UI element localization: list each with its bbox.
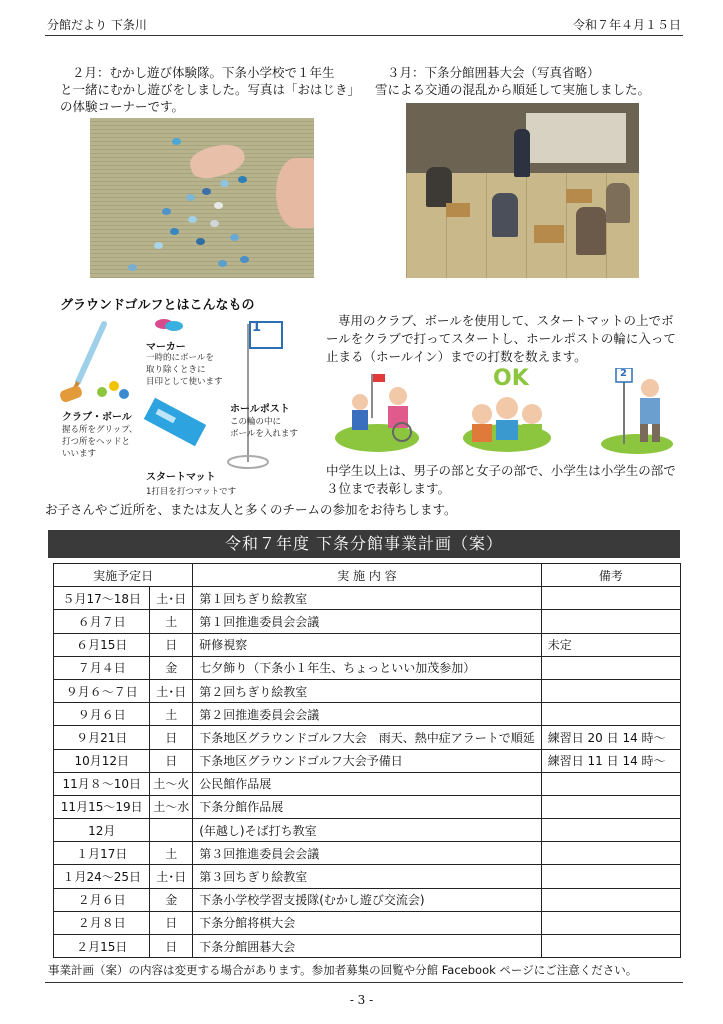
ball-illustration [97, 381, 129, 399]
award-note [326, 462, 682, 498]
ohajiki-piece [210, 220, 219, 227]
row-content: 下条分館将棋大会 [193, 911, 542, 934]
marker-illustration [155, 319, 183, 331]
row-day: 土 [150, 842, 193, 865]
column-header-content: 実 施 内 容 [193, 564, 542, 587]
table-row [54, 610, 681, 633]
groundgolf-description [326, 312, 682, 366]
player-figure [576, 207, 606, 255]
row-day [150, 819, 193, 842]
row-content: 下条地区グラウンドゴルフ大会 雨天、熱中症アラートで順延 [193, 726, 542, 749]
row-content: 第２回ちぎり絵教室 [193, 679, 542, 702]
desc-line: 一時的にボールを [146, 353, 214, 363]
row-day: 土･日 [150, 865, 193, 888]
row-note [541, 935, 680, 958]
player-figure [606, 183, 630, 223]
wheelchair-players-illustration [335, 374, 419, 452]
ohajiki-piece [214, 202, 223, 209]
row-day: 土 [150, 703, 193, 726]
ohajiki-piece [170, 228, 179, 235]
row-content: 研修視察 [193, 633, 542, 656]
row-date: １月24〜25日 [54, 865, 150, 888]
ohajiki-piece [240, 256, 249, 263]
table-row [54, 842, 681, 865]
row-date: ６月15日 [54, 633, 150, 656]
ohajiki-piece [188, 216, 197, 223]
table-row [54, 587, 681, 610]
row-day: 日 [150, 749, 193, 772]
row-note [541, 795, 680, 818]
column-header-date: 実施予定日 [54, 564, 193, 587]
row-day: 土･日 [150, 679, 193, 702]
row-day: 土･日 [150, 587, 193, 610]
row-day: 土 [150, 610, 193, 633]
ohajiki-piece [218, 260, 227, 267]
row-date: ５月17〜18日 [54, 587, 150, 610]
row-content: 第１回ちぎり絵教室 [193, 587, 542, 610]
plan-title-banner: 令和７年度 下条分館事業計画（案） [48, 530, 680, 558]
row-day: 土〜火 [150, 772, 193, 795]
hole-post-description [230, 416, 298, 440]
ok-banner-text: OK [493, 366, 529, 391]
start-mat-illustration [144, 398, 206, 446]
row-note [541, 865, 680, 888]
ohajiki-piece [196, 238, 205, 245]
table-row [54, 633, 681, 656]
row-day: 日 [150, 911, 193, 934]
ohajiki-piece [220, 180, 229, 187]
caption-line: と一緒にむかし遊びをしました。写真は「おはじき」 [60, 82, 361, 97]
row-date: ９月６日 [54, 703, 150, 726]
player-figure [492, 193, 518, 237]
row-note: 練習日 20 日 14 時〜 [541, 726, 680, 749]
ohajiki-piece [186, 194, 195, 201]
ohajiki-photo [90, 118, 314, 278]
go-board [446, 203, 470, 217]
row-day: 日 [150, 726, 193, 749]
row-content: 第３回ちぎり絵教室 [193, 865, 542, 888]
flag-number-2: 2 [620, 368, 627, 379]
hole-post-flag-number: 1 [252, 320, 262, 335]
groundgolf-title: グラウンドゴルフとはこんなもの [60, 298, 255, 313]
start-mat-description: 1打目を打つマットです [146, 487, 237, 497]
desc-line: 中学生以上は、男子の部と女子の部で、小学生は小学生の部で [326, 463, 676, 478]
caption-line: ２月：むかし遊び体験隊。下条小学校で１年生 [72, 65, 335, 80]
club-ball-label: クラブ・ボール [62, 412, 132, 423]
row-content: 第１回推進委員会会議 [193, 610, 542, 633]
ok-group-illustration [463, 397, 551, 452]
row-date: ２月15日 [54, 935, 150, 958]
flag-player-illustration [601, 368, 673, 454]
desc-line: この輪の中に [230, 417, 282, 427]
row-date: ９月６〜７日 [54, 679, 150, 702]
desc-line: ボールを入れます [230, 429, 298, 439]
row-day: 日 [150, 935, 193, 958]
caption-line: 雪による交通の混乱から順延して実施しました。 [375, 82, 651, 97]
table-row [54, 679, 681, 702]
row-content: 公民館作品展 [193, 772, 542, 795]
row-content: 七夕飾り（下条小１年生、ちょっといい加茂参加） [193, 656, 542, 679]
row-date: ２月６日 [54, 888, 150, 911]
ohajiki-piece [128, 264, 137, 271]
row-note [541, 679, 680, 702]
row-note [541, 587, 680, 610]
footer-rule [45, 982, 683, 983]
ohajiki-piece [154, 242, 163, 249]
row-date: ６月７日 [54, 610, 150, 633]
ohajiki-piece [238, 176, 247, 183]
table-row [54, 888, 681, 911]
ohajiki-caption [60, 64, 360, 115]
go-tournament-photo [406, 103, 639, 278]
row-content: 下条小学校学習支援隊(むかし遊び交流会) [193, 888, 542, 911]
table-row [54, 772, 681, 795]
go-tournament-caption [375, 64, 650, 98]
player-figure [426, 167, 452, 207]
row-content: 下条分館囲碁大会 [193, 935, 542, 958]
table-row [54, 703, 681, 726]
row-date: ９月21日 [54, 726, 150, 749]
row-day: 金 [150, 888, 193, 911]
table-row [54, 911, 681, 934]
row-note [541, 656, 680, 679]
ohajiki-piece [162, 208, 171, 215]
desc-line: いいます [62, 449, 97, 459]
caption-line: ３月：下条分館囲碁大会（写真省略） [387, 65, 600, 80]
row-day: 日 [150, 633, 193, 656]
row-date: 10月12日 [54, 749, 150, 772]
row-note [541, 772, 680, 795]
hole-post-label: ホールポスト [230, 404, 290, 415]
go-board [566, 189, 592, 203]
table-row [54, 819, 681, 842]
row-note [541, 610, 680, 633]
caption-line: の体験コーナーです。 [60, 99, 185, 114]
desc-line: 止まる（ホールイン）までの打数を数えます。 [326, 349, 587, 364]
desc-line: 握る所をグリップ、 [62, 425, 138, 435]
ohajiki-piece [230, 234, 239, 241]
row-date: 11月８〜10日 [54, 772, 150, 795]
ohajiki-piece [202, 188, 211, 195]
club-ball-description [62, 424, 137, 460]
start-mat-label: スタートマット [146, 472, 216, 483]
column-header-note: 備考 [541, 564, 680, 587]
desc-line: 打つ所をヘッドと [62, 437, 131, 447]
table-row [54, 935, 681, 958]
row-note [541, 703, 680, 726]
row-note [541, 911, 680, 934]
row-day: 金 [150, 656, 193, 679]
desc-line: 取り除くときに [146, 365, 206, 375]
newsletter-name: 分館だより 下条川 [47, 18, 147, 32]
row-note [541, 842, 680, 865]
row-content: 第３回推進委員会会議 [193, 842, 542, 865]
invitation-text: お子さんやご近所を、または友人と多くのチームの参加をお待ちします。 [45, 502, 457, 517]
table-row [54, 795, 681, 818]
desc-line: ３位まで表彰します。 [326, 481, 451, 496]
issue-date: 令和７年４月１５日 [572, 18, 681, 32]
row-date: ７月４日 [54, 656, 150, 679]
row-content: 第２回推進委員会会議 [193, 703, 542, 726]
row-date: 11月15〜19日 [54, 795, 150, 818]
table-row [54, 749, 681, 772]
marker-label: マーカー [146, 342, 186, 353]
row-note [541, 888, 680, 911]
go-board [534, 225, 564, 243]
child-hand [276, 158, 314, 228]
row-content: (年越し)そば打ち教室 [193, 819, 542, 842]
player-figure [514, 129, 530, 177]
table-row [54, 656, 681, 679]
row-date: １月17日 [54, 842, 150, 865]
desc-line: 専用のクラブ、ボールを使用して、スタートマットの上でボ [338, 313, 674, 328]
desc-line: ールをクラブで打ってスタートし、ホールポストの輪に入って [326, 331, 676, 346]
table-row [54, 865, 681, 888]
row-note: 未定 [541, 633, 680, 656]
row-date: 12月 [54, 819, 150, 842]
room-window [526, 113, 626, 163]
ohajiki-piece [172, 138, 181, 145]
marker-description [146, 352, 223, 388]
row-day: 土〜水 [150, 795, 193, 818]
row-note [541, 819, 680, 842]
hole-post-illustration [228, 322, 282, 468]
plan-note: 事業計画（案）の内容は変更する場合があります。参加者募集の回覧や分館 Facebook ページにご注意ください。 [48, 963, 638, 977]
row-content: 下条分館作品展 [193, 795, 542, 818]
row-date: ２月８日 [54, 911, 150, 934]
page-number: - 3 - [349, 993, 374, 1007]
event-plan-table [53, 563, 681, 958]
row-content: 下条地区グラウンドゴルフ大会予備日 [193, 749, 542, 772]
table-header-row [54, 564, 681, 587]
table-row [54, 726, 681, 749]
row-note: 練習日 11 日 14 時〜 [541, 749, 680, 772]
page-header [45, 14, 683, 36]
desc-line: 目印として使います [146, 377, 223, 387]
